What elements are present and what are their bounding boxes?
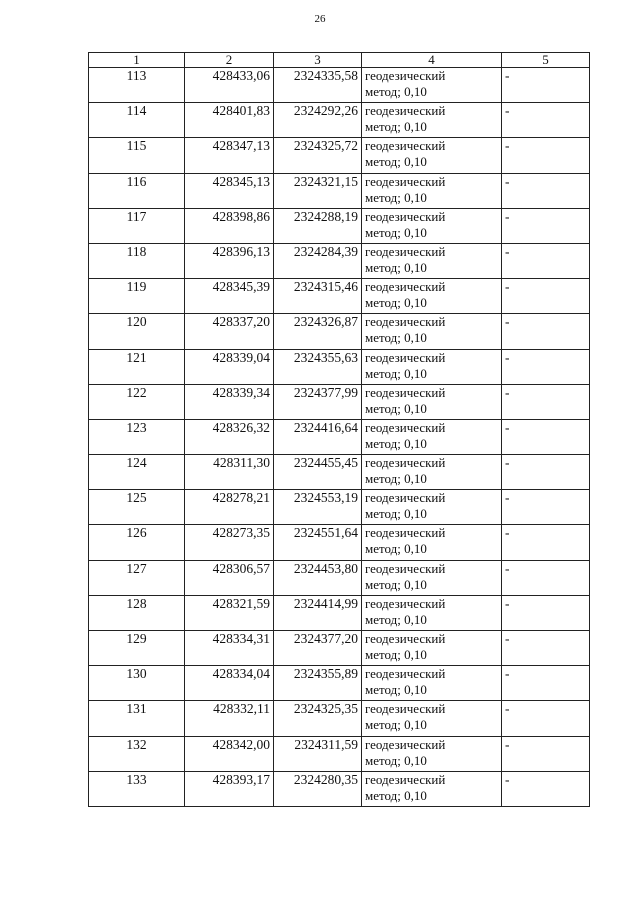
point-number-cell: 115 bbox=[89, 138, 185, 173]
table-row bbox=[89, 560, 590, 595]
method-line-1: геодезический bbox=[365, 138, 446, 154]
note-cell: - bbox=[502, 314, 590, 349]
method-cell bbox=[362, 314, 502, 349]
method-line-1: геодезический bbox=[365, 736, 446, 752]
method-cell bbox=[362, 208, 502, 243]
table-row bbox=[89, 701, 590, 736]
point-number-cell: 130 bbox=[89, 666, 185, 701]
table-row bbox=[89, 208, 590, 243]
method-line-2: метод; 0,10 bbox=[365, 541, 427, 557]
note-cell: - bbox=[502, 631, 590, 666]
point-number-cell: 125 bbox=[89, 490, 185, 525]
x-coordinate-cell: 428311,30 bbox=[185, 455, 274, 490]
column-header-1: 1 bbox=[89, 53, 185, 68]
note-cell: - bbox=[502, 243, 590, 278]
y-coordinate-cell: 2324311,59 bbox=[274, 736, 362, 771]
y-coordinate-cell: 2324355,63 bbox=[274, 349, 362, 384]
method-cell bbox=[362, 103, 502, 138]
x-coordinate-cell: 428393,17 bbox=[185, 771, 274, 806]
method-cell bbox=[362, 490, 502, 525]
table-header-row bbox=[89, 53, 590, 68]
note-cell: - bbox=[502, 138, 590, 173]
x-coordinate-cell: 428332,11 bbox=[185, 701, 274, 736]
table-row bbox=[89, 736, 590, 771]
x-coordinate-cell: 428345,39 bbox=[185, 279, 274, 314]
method-cell bbox=[362, 243, 502, 278]
note-cell: - bbox=[502, 490, 590, 525]
method-cell bbox=[362, 138, 502, 173]
method-line-1: геодезический bbox=[365, 771, 446, 787]
y-coordinate-cell: 2324288,19 bbox=[274, 208, 362, 243]
method-cell bbox=[362, 595, 502, 630]
point-number-cell: 116 bbox=[89, 173, 185, 208]
table-row bbox=[89, 138, 590, 173]
method-cell bbox=[362, 525, 502, 560]
y-coordinate-cell: 2324455,45 bbox=[274, 455, 362, 490]
x-coordinate-cell: 428398,86 bbox=[185, 208, 274, 243]
x-coordinate-cell: 428396,13 bbox=[185, 243, 274, 278]
note-cell: - bbox=[502, 771, 590, 806]
y-coordinate-cell: 2324355,89 bbox=[274, 666, 362, 701]
table-row bbox=[89, 279, 590, 314]
x-coordinate-cell: 428273,35 bbox=[185, 525, 274, 560]
x-coordinate-cell: 428334,31 bbox=[185, 631, 274, 666]
method-line-1: геодезический bbox=[365, 103, 446, 119]
x-coordinate-cell: 428321,59 bbox=[185, 595, 274, 630]
column-header-3: 3 bbox=[274, 53, 362, 68]
point-number-cell: 131 bbox=[89, 701, 185, 736]
note-cell: - bbox=[502, 103, 590, 138]
y-coordinate-cell: 2324416,64 bbox=[274, 419, 362, 454]
point-number-cell: 128 bbox=[89, 595, 185, 630]
x-coordinate-cell: 428401,83 bbox=[185, 103, 274, 138]
point-number-cell: 129 bbox=[89, 631, 185, 666]
y-coordinate-cell: 2324453,80 bbox=[274, 560, 362, 595]
method-line-2: метод; 0,10 bbox=[365, 435, 427, 451]
y-coordinate-cell: 2324377,99 bbox=[274, 384, 362, 419]
method-cell bbox=[362, 666, 502, 701]
note-cell: - bbox=[502, 279, 590, 314]
y-coordinate-cell: 2324326,87 bbox=[274, 314, 362, 349]
x-coordinate-cell: 428337,20 bbox=[185, 314, 274, 349]
method-cell bbox=[362, 419, 502, 454]
method-line-2: метод; 0,10 bbox=[365, 787, 427, 803]
point-number-cell: 117 bbox=[89, 208, 185, 243]
point-number-cell: 118 bbox=[89, 243, 185, 278]
method-line-1: геодезический bbox=[365, 208, 446, 224]
y-coordinate-cell: 2324325,35 bbox=[274, 701, 362, 736]
method-line-1: геодезический bbox=[365, 595, 446, 611]
method-line-2: метод; 0,10 bbox=[365, 189, 427, 205]
point-number-cell: 123 bbox=[89, 419, 185, 454]
method-line-2: метод; 0,10 bbox=[365, 400, 427, 416]
method-line-1: геодезический bbox=[365, 419, 446, 435]
method-line-1: геодезический bbox=[365, 173, 446, 189]
note-cell: - bbox=[502, 736, 590, 771]
x-coordinate-cell: 428342,00 bbox=[185, 736, 274, 771]
table-row bbox=[89, 455, 590, 490]
note-cell: - bbox=[502, 68, 590, 103]
y-coordinate-cell: 2324315,46 bbox=[274, 279, 362, 314]
y-coordinate-cell: 2324280,35 bbox=[274, 771, 362, 806]
y-coordinate-cell: 2324551,64 bbox=[274, 525, 362, 560]
method-line-2: метод; 0,10 bbox=[365, 119, 427, 135]
table-row bbox=[89, 419, 590, 454]
y-coordinate-cell: 2324292,26 bbox=[274, 103, 362, 138]
y-coordinate-cell: 2324284,39 bbox=[274, 243, 362, 278]
table-row bbox=[89, 384, 590, 419]
page-number: 26 bbox=[314, 13, 326, 25]
table-row bbox=[89, 490, 590, 525]
x-coordinate-cell: 428339,34 bbox=[185, 384, 274, 419]
point-number-cell: 133 bbox=[89, 771, 185, 806]
point-number-cell: 122 bbox=[89, 384, 185, 419]
note-cell: - bbox=[502, 595, 590, 630]
method-cell bbox=[362, 631, 502, 666]
table-row bbox=[89, 243, 590, 278]
point-number-cell: 126 bbox=[89, 525, 185, 560]
method-line-1: геодезический bbox=[365, 279, 446, 295]
table-row bbox=[89, 68, 590, 103]
y-coordinate-cell: 2324414,99 bbox=[274, 595, 362, 630]
method-cell bbox=[362, 455, 502, 490]
note-cell: - bbox=[502, 666, 590, 701]
point-number-cell: 114 bbox=[89, 103, 185, 138]
method-line-2: метод; 0,10 bbox=[365, 224, 427, 240]
method-line-2: метод; 0,10 bbox=[365, 576, 427, 592]
x-coordinate-cell: 428347,13 bbox=[185, 138, 274, 173]
y-coordinate-cell: 2324321,15 bbox=[274, 173, 362, 208]
table-row bbox=[89, 771, 590, 806]
note-cell: - bbox=[502, 701, 590, 736]
method-cell bbox=[362, 173, 502, 208]
note-cell: - bbox=[502, 419, 590, 454]
table-row bbox=[89, 631, 590, 666]
method-line-1: геодезический bbox=[365, 455, 446, 471]
method-cell bbox=[362, 384, 502, 419]
method-cell bbox=[362, 701, 502, 736]
point-number-cell: 113 bbox=[89, 68, 185, 103]
method-line-1: геодезический bbox=[365, 666, 446, 682]
column-header-5: 5 bbox=[502, 53, 590, 68]
point-number-cell: 121 bbox=[89, 349, 185, 384]
method-cell bbox=[362, 736, 502, 771]
method-line-1: геодезический bbox=[365, 384, 446, 400]
method-line-2: метод; 0,10 bbox=[365, 752, 427, 768]
point-number-cell: 124 bbox=[89, 455, 185, 490]
method-line-2: метод; 0,10 bbox=[365, 717, 427, 733]
y-coordinate-cell: 2324553,19 bbox=[274, 490, 362, 525]
table-body bbox=[89, 68, 590, 807]
method-line-2: метод; 0,10 bbox=[365, 330, 427, 346]
method-line-2: метод; 0,10 bbox=[365, 506, 427, 522]
x-coordinate-cell: 428334,04 bbox=[185, 666, 274, 701]
method-line-1: геодезический bbox=[365, 525, 446, 541]
table-row bbox=[89, 595, 590, 630]
method-line-1: геодезический bbox=[365, 631, 446, 646]
x-coordinate-cell: 428339,04 bbox=[185, 349, 274, 384]
method-cell bbox=[362, 68, 502, 103]
method-line-1: геодезический bbox=[365, 349, 446, 365]
table-row bbox=[89, 173, 590, 208]
method-line-2: метод; 0,10 bbox=[365, 295, 427, 311]
method-line-1: геодезический bbox=[365, 490, 446, 506]
note-cell: - bbox=[502, 349, 590, 384]
note-cell: - bbox=[502, 525, 590, 560]
y-coordinate-cell: 2324377,20 bbox=[274, 631, 362, 666]
method-line-2: метод; 0,10 bbox=[365, 682, 427, 698]
method-cell bbox=[362, 279, 502, 314]
method-line-2: метод; 0,10 bbox=[365, 84, 427, 99]
point-number-cell: 132 bbox=[89, 736, 185, 771]
point-number-cell: 120 bbox=[89, 314, 185, 349]
point-number-cell: 127 bbox=[89, 560, 185, 595]
method-line-1: геодезический bbox=[365, 243, 446, 259]
x-coordinate-cell: 428326,32 bbox=[185, 419, 274, 454]
x-coordinate-cell: 428278,21 bbox=[185, 490, 274, 525]
method-cell bbox=[362, 771, 502, 806]
column-header-2: 2 bbox=[185, 53, 274, 68]
note-cell: - bbox=[502, 560, 590, 595]
method-line-2: метод; 0,10 bbox=[365, 647, 427, 662]
note-cell: - bbox=[502, 455, 590, 490]
method-line-1: геодезический bbox=[365, 68, 446, 83]
coordinates-table bbox=[88, 52, 590, 807]
table-row bbox=[89, 314, 590, 349]
method-line-2: метод; 0,10 bbox=[365, 611, 427, 627]
method-line-2: метод; 0,10 bbox=[365, 365, 427, 381]
column-header-4: 4 bbox=[362, 53, 502, 68]
method-line-2: метод; 0,10 bbox=[365, 154, 427, 170]
note-cell: - bbox=[502, 208, 590, 243]
point-number-cell: 119 bbox=[89, 279, 185, 314]
note-cell: - bbox=[502, 173, 590, 208]
method-line-2: метод; 0,10 bbox=[365, 259, 427, 275]
y-coordinate-cell: 2324325,72 bbox=[274, 138, 362, 173]
y-coordinate-cell: 2324335,58 bbox=[274, 68, 362, 103]
method-line-2: метод; 0,10 bbox=[365, 471, 427, 487]
x-coordinate-cell: 428345,13 bbox=[185, 173, 274, 208]
method-line-1: геодезический bbox=[365, 314, 446, 330]
table-row bbox=[89, 349, 590, 384]
method-cell bbox=[362, 349, 502, 384]
table-row bbox=[89, 525, 590, 560]
x-coordinate-cell: 428433,06 bbox=[185, 68, 274, 103]
note-cell: - bbox=[502, 384, 590, 419]
method-cell bbox=[362, 560, 502, 595]
table-row bbox=[89, 103, 590, 138]
table-row bbox=[89, 666, 590, 701]
x-coordinate-cell: 428306,57 bbox=[185, 560, 274, 595]
method-line-1: геодезический bbox=[365, 701, 446, 717]
method-line-1: геодезический bbox=[365, 560, 446, 576]
